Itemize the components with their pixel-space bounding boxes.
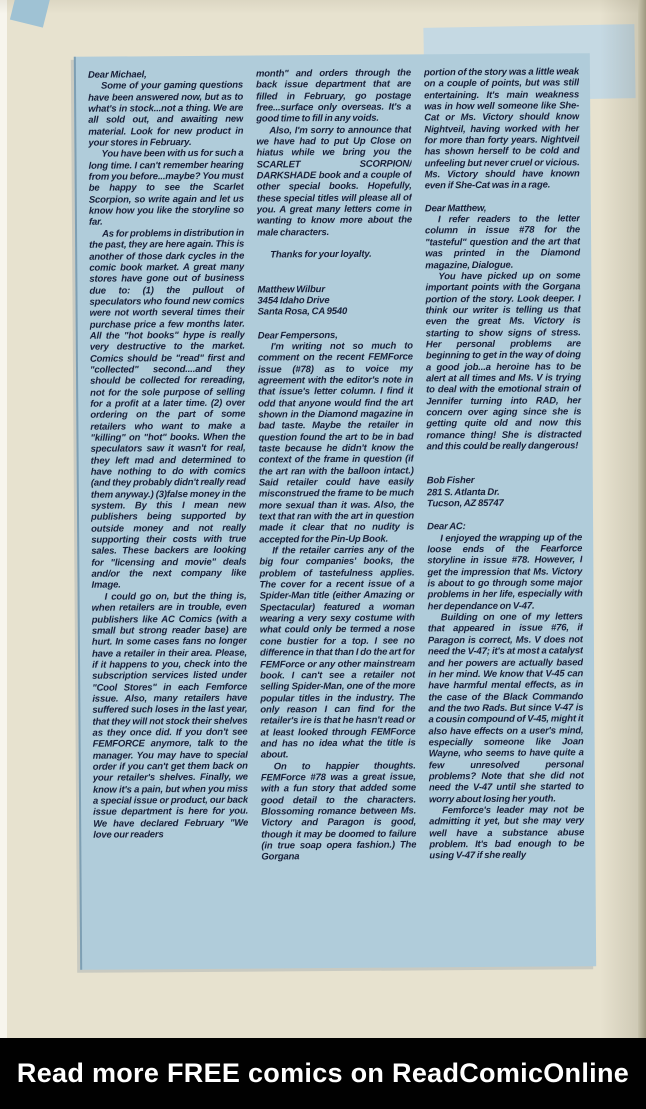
page-corner-mark [10, 0, 50, 28]
letter-address-line: Tucson, AZ 85747 [426, 497, 504, 510]
letter-address-line: Bob Fisher [426, 475, 475, 487]
page-edge-right [638, 0, 646, 1038]
promo-banner[interactable] [0, 1038, 646, 1109]
letter-signoff: Thanks for your loyalty. [270, 248, 372, 261]
letter-paragraph: You have been with us for such a long time. I can't remember hearing from you before...maybe? You must be happy to see the Scarlet Scorpion, so write again and let us know how you like the storyline so far. [88, 148, 244, 229]
letter-address-line: 281 S. Atlanta Dr. [426, 486, 500, 499]
letter-paragraph: I'm writing not so much to comment on the recent FEMForce issue (#78) as to voice my agreement with the editor's note in that issue's letter column. I find it odd that anyone would find the art shown in the Diamond magazine in bad taste. Maybe the retailer in question found the art to be in bad taste because he didn't know the context of the frame in question (if the art ran with the balloon intact.) Said retailer could have easily misconstrued the frame to be much more sexual than it was. Also, the text that ran with the art in question made it clear that no nudity is accepted for the Pin-Up Book. [257, 340, 415, 546]
letters-column-right [424, 66, 585, 953]
page-right-shadow [600, 0, 638, 1038]
letter-paragraph: If the retailer carries any of the big four companies' books, the problem of tastefulness applies. The cover for a recent issue of a Spider-Man title (either Amazing or Spectacular) featured a woman wearing a very sexy costume with what could only be termed a nose cone bustier for a top. I see no difference in that than I do the art for FEMForce or any other mainstream book. I can't see a retailer not selling Spider-Man, one of the more popular titles in the industry. The only reason I can find for the retailer's ire is that he hasn't read or at least looked through FEMForce and has no idea what the title is about. [259, 544, 416, 761]
letter-continuation: month" and orders through the back issue department that are filled in February, go postage free...surface only overseas. It's a good time to fill in any voids. [255, 67, 412, 125]
letters-column-middle [256, 67, 417, 954]
letter-paragraph: You have picked up on some important points with the Gorgana portion of the story. Look deeper. I think our writer is telling us that even the great Ms. Victory is starting to show signs of stress. Her personal problems are beginning to get in the way of doing a good job...a heroine has to be alert at all times and Ms. V is trying to deal with the emotional strain of Jennifer turning into RAD, her concern over aging since she is getting quite old and now this romance thing! She is distracted and this could be really dangerous! [425, 270, 582, 453]
letter-salutation: Dear AC: [427, 521, 466, 533]
letters-column-left [88, 69, 249, 956]
letter-continuation: portion of the story was a little weak on a couple of points, but was still entertaining. It's main weakness was in how well someone like She-Cat or Ms. Victory should know Nightveil, having worked with her for more than forty years. Nightveil has shown herself to be cold and unfeeling but never cruel or vicious. Ms. Victory should have known even if She-Cat was in a rage. [423, 66, 580, 192]
page-edge-left [0, 0, 7, 1038]
letter-paragraph: On to happier thoughts. FEMForce #78 was a great issue, with a fun story that added some good detail to the characters. Blossoming romance between Ms. Victory and Paragon is good, though it may be doomed to failure (in true soap opera fashion.) The Gorgana [260, 760, 417, 863]
letter-address-line: Santa Rosa, CA 9540 [257, 306, 348, 318]
letter-paragraph: Femforce's leader may not be admitting it yet, but she may very well have a substance abuse problem. It's bad enough to be using V-47 if she really [429, 804, 585, 862]
letter-paragraph: Building on one of my letters that appeared in issue #76, if Paragon is correct, Ms. V does not need the V-47; it's at most a catalyst and her powers are actually based in her mind. We know that V-45 can have harmful mental effects, as in the case of the Black Commando and the two Rads. But since V-47 is a cousin compound of V-45, might it also have effects on a user's mind, especially someone like Joan Wayne, who seems to have quite a few unresolved personal problems? Note that she did not need the V-47 until she started to worry about losing her youth. [427, 611, 584, 805]
letter-paragraph: I could go on, but the thing is, when retailers are in trouble, even publishers like AC Comics (with a small but strong reader base) are hurt. In some cases fans no longer have a retailer in their area. Please, if it happens to you, check into the subscription services listed under "Cool Stores" in each Femforce issue. Also, many retailers have suffered such loses in the last year, that they will not stock their shelves as they once did. If you don't see FEMFORCE anymore, talk to the manager. You may have to special order if you can't get them back on your retailer's shelves. Finally, we know it's a pain, but when you miss a special issue or product, our back issue department is here for you. We have declared February "We love our readers [91, 590, 249, 841]
letter-paragraph: Also, I'm sorry to announce that we have had to put Up Close on hiatus while we bring you the SCARLET SCORPION/ DARKSHADE book and a couple of other special books. Hopefully, these special titles will please all of you. A great many letters come in wanting to know more about the male characters. [256, 124, 413, 239]
letters-page-panel [74, 53, 596, 970]
letter-paragraph: As for problems in distribution in the past, they are here again. This is another of those dark cycles in the comic book market. A great many stores have gone out of business due to: (1) the pullout of speculators who found new comics were not worth several times their purchase price a few months later. All the "hot books" hype is really very destructive to the market. Comics should be "read" first and "collected" second....and they should be collected for rereading, not for the sole purpose of selling for a profit at a later time. (2) over ordering on the part of some retailers who want to make a "killing" on "hot" books. When the speculators saw it wasn't for real, they left mad and determined to have nothing to do with comics (and they probably didn't really read them anyway.) (3)false money in the system. By this I mean new publishers being supported by outside money and not really supporting their costs with true sales. These backers are looking for "licensing and movie" deals and/or the next company like Image. [89, 227, 247, 592]
letter-paragraph: I enjoyed the wrapping up of the loose ends of the Fearforce storyline in issue #78. However, I get the impression that Ms. Victory is about to go through some major problems in her life, especially with her dependance on V-47. [427, 531, 583, 613]
letter-salutation: Dear Matthew, [424, 202, 487, 215]
letter-address-line: Matthew Wilbur [257, 283, 325, 296]
letter-paragraph: I refer readers to the letter column in issue #78 for the "tasteful" question and the art that was printed in the Diamond magazine, Dialogue. [425, 213, 581, 271]
letter-salutation: Dear Fempersons, [257, 329, 338, 342]
letter-salutation: Dear Michael, [87, 69, 147, 81]
letter-address-line: 3454 Idaho Drive [257, 294, 330, 307]
page-top-shadow [0, 0, 646, 14]
letter-paragraph: Some of your gaming questions have been answered now, but as to what's in stock...not a thing. We are all sold out, and awaiting new material. Look for new product in your stores in February. [88, 79, 244, 149]
promo-banner-link[interactable]: Read more FREE comics on ReadComicOnline [16, 1058, 630, 1088]
